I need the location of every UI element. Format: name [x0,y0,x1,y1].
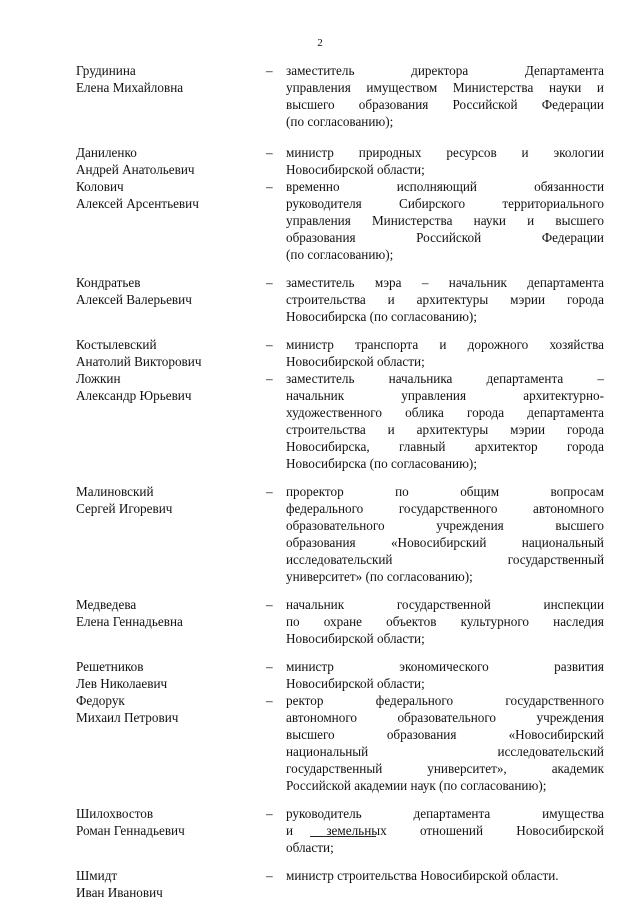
role-line: временно исполняющий обязанности [286,179,604,194]
member-given-name: Михаил Петрович [76,710,179,725]
dash-separator: – [266,806,273,821]
dash-separator: – [266,63,273,78]
member-given-name: Александр Юрьевич [76,388,192,403]
dash-separator: – [266,179,273,194]
member-surname: Костылевский [76,337,157,352]
role-line: Новосибирской области; [286,631,425,646]
member-surname: Шилохвостов [76,806,154,821]
member-role [286,658,604,692]
role-line: начальник управления архитектурно- [286,388,604,403]
role-line: высшего образования «Новосибирский [286,727,604,742]
role-line: заместитель мэра – начальник департамента [286,275,604,290]
member-name [76,596,256,630]
member-name [76,62,256,96]
member-role [286,274,604,325]
role-line: руководителя Сибирского территориального [286,196,604,211]
role-line: заместитель начальника департамента – [286,371,604,386]
member-name [76,370,256,404]
role-line: автономного образовательного учреждения [286,710,604,725]
member-role [286,596,604,647]
role-line: исследовательский государственный [286,552,604,567]
member-surname: Кондратьев [76,275,141,290]
member-entry [76,692,604,794]
member-given-name: Алексей Арсентьевич [76,196,199,211]
member-role [286,144,604,178]
role-line: министр природных ресурсов и экологии [286,145,604,160]
role-line: руководитель департамента имущества [286,806,604,821]
member-surname: Малиновский [76,484,154,499]
closing-rule [310,836,376,837]
dash-separator: – [266,145,273,160]
member-surname: Медведева [76,597,137,612]
member-entry [76,274,604,325]
member-given-name: Алексей Валерьевич [76,292,192,307]
role-line: Новосибирска (по согласованию); [286,309,477,324]
role-line: министр экономического развития [286,659,604,674]
member-name [76,658,256,692]
role-line: образования Российской Федерации [286,230,604,245]
role-line: заместитель директора Департамента [286,63,604,78]
role-line: Новосибирской области; [286,354,425,369]
member-entry [76,178,604,263]
role-line: министр транспорта и дорожного хозяйства [286,337,604,352]
member-entry [76,867,604,901]
member-given-name: Анатолий Викторович [76,354,202,369]
member-entry [76,596,604,647]
role-line: университет» (по согласованию); [286,569,473,584]
member-role [286,805,604,856]
member-surname: Шмидт [76,868,118,883]
member-name [76,867,256,901]
role-line: федерального государственного автономного [286,501,604,516]
member-given-name: Елена Михайловна [76,80,184,95]
role-line: национальный исследовательский [286,744,604,759]
member-name [76,274,256,308]
role-line: Новосибирской области; [286,162,425,177]
member-given-name: Сергей Игоревич [76,501,173,516]
member-surname: Даниленко [76,145,137,160]
member-entry [76,483,604,585]
member-entry [76,658,604,692]
role-line: области; [286,840,334,855]
role-line: начальник государственной инспекции [286,597,604,612]
dash-separator: – [266,693,273,708]
role-line: Новосибирска (по согласованию); [286,456,477,471]
member-surname: Ложкин [76,371,121,386]
member-surname: Федорук [76,693,125,708]
member-given-name: Иван Иванович [76,885,163,900]
member-entry [76,336,604,370]
dash-separator: – [266,371,273,386]
member-entry [76,62,604,130]
member-role [286,178,604,263]
member-role [286,370,604,472]
dash-separator: – [266,659,273,674]
member-role [286,483,604,585]
member-given-name: Елена Геннадьевна [76,614,183,629]
member-entry [76,805,604,856]
member-name [76,144,256,178]
role-line: (по согласованию); [286,114,394,129]
role-line: проректор по общим вопросам [286,484,604,499]
role-line: Новосибирска, главный архитектор города [286,439,604,454]
member-name [76,336,256,370]
member-entry [76,370,604,472]
role-line: ректор федерального государственного [286,693,604,708]
dash-separator: – [266,484,273,499]
role-line: образовательного учреждения высшего [286,518,604,533]
member-name [76,178,256,212]
role-line: Российской академии наук (по согласованию); [286,778,547,793]
role-line: строительства и архитектуры мэрии города [286,422,604,437]
member-name [76,483,256,517]
member-surname: Решетников [76,659,144,674]
member-surname: Колович [76,179,124,194]
role-line: (по согласованию); [286,247,394,262]
dash-separator: – [266,868,273,883]
member-entry [76,144,604,178]
member-role [286,867,604,901]
role-line: министр строительства Новосибирской области. [286,868,559,883]
member-given-name: Андрей Анатольевич [76,162,195,177]
member-role [286,692,604,794]
member-given-name: Роман Геннадьевич [76,823,185,838]
role-line: управления Министерства науки и высшего [286,213,604,228]
page-number: 2 [317,37,323,49]
member-name [76,692,256,726]
role-line: художественного облика города департамента [286,405,604,420]
role-line: и земельных отношений Новосибирской [286,823,604,838]
members-list [76,62,604,901]
role-line: государственный университет», академик [286,761,604,776]
role-line: высшего образования Российской Федерации [286,97,604,112]
role-line: по охране объектов культурного наследия [286,614,604,629]
role-line: образования «Новосибирский национальный [286,535,604,550]
dash-separator: – [266,597,273,612]
role-line: строительства и архитектуры мэрии города [286,292,604,307]
role-line: Новосибирской области; [286,676,425,691]
member-given-name: Лев Николаевич [76,676,168,691]
member-role [286,336,604,370]
member-name [76,805,256,839]
dash-separator: – [266,337,273,352]
dash-separator: – [266,275,273,290]
member-role [286,62,604,130]
role-line: управления имуществом Министерства науки и [286,80,604,95]
member-surname: Грудинина [76,63,136,78]
